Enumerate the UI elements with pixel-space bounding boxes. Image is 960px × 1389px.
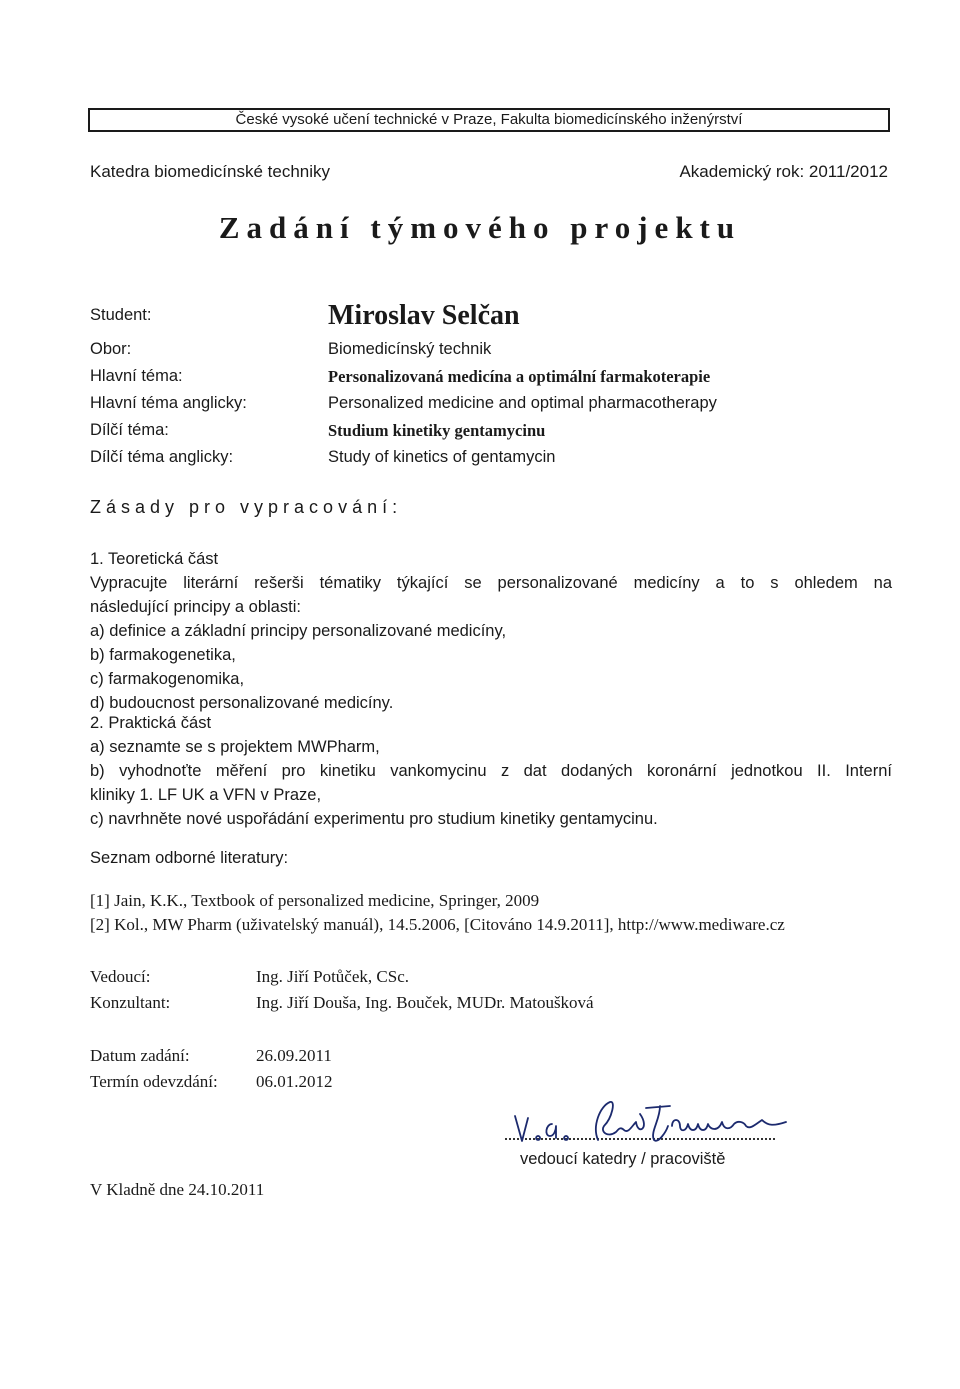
guideline-line: kliniky 1. LF UK a VFN v Praze,: [90, 786, 322, 804]
main-topic-en-value: Personalized medicine and optimal pharmacotherapy: [328, 394, 717, 412]
guideline-line: Vypracujte literární rešerši tématiky týkající se personalizované medicíny a to s ohledem na: [90, 574, 892, 592]
place-and-date: V Kladně dne 24.10.2011: [90, 1180, 265, 1199]
main-topic-value: Personalizovaná medicína a optimální farmakoterapie: [328, 367, 711, 386]
due-date-label: Termín odevzdání:: [90, 1072, 218, 1091]
sub-topic-en-label: Dílčí téma anglicky:: [90, 448, 234, 466]
supervisor-value: Ing. Jiří Potůček, CSc.: [256, 967, 409, 986]
guideline-line: c) navrhněte nové uspořádání experimentu pro studium kinetiky gentamycinu.: [90, 810, 658, 828]
guideline-line: b) farmakogenetika,: [90, 646, 236, 664]
guideline-line: a) seznamte se s projektem MWPharm,: [90, 738, 380, 756]
guideline-line: a) definice a základní principy personalizované medicíny,: [90, 622, 507, 640]
main-topic-label: Hlavní téma:: [90, 367, 183, 385]
guideline-line: následující principy a oblasti:: [90, 598, 301, 616]
assigned-date-value: 26.09.2011: [256, 1046, 332, 1065]
academic-year: Akademický rok: 2011/2012: [679, 162, 888, 181]
faculty-header: České vysoké učení technické v Praze, Fakulta biomedicínského inženýrství: [88, 108, 890, 132]
consultant-label: Konzultant:: [90, 993, 171, 1012]
guideline-line: 2. Praktická část: [90, 714, 212, 732]
guideline-line: d) budoucnost personalizované medicíny.: [90, 694, 394, 712]
sub-topic-value: Studium kinetiky gentamycinu: [328, 421, 546, 440]
literature-item: [2] Kol., MW Pharm (uživatelský manuál), 14.5.2006, [Citováno 14.9.2011], http://www.mediware.cz: [90, 915, 785, 934]
sub-topic-en-value: Study of kinetics of gentamycin: [328, 448, 556, 466]
guideline-line: c) farmakogenomika,: [90, 670, 245, 688]
field-value: Biomedicínský technik: [328, 340, 492, 358]
assigned-date-label: Datum zadání:: [90, 1046, 190, 1065]
page-title: Zadání týmového projektu: [218, 210, 742, 245]
field-label: Obor:: [90, 340, 132, 358]
due-date-value: 06.01.2012: [256, 1072, 333, 1091]
student-name: Miroslav Selčan: [328, 300, 520, 331]
sub-topic-label: Dílčí téma:: [90, 421, 169, 439]
consultant-value: Ing. Jiří Douša, Ing. Bouček, MUDr. Matoušková: [256, 993, 594, 1012]
literature-item: [1] Jain, K.K., Textbook of personalized medicine, Springer, 2009: [90, 891, 540, 910]
main-topic-en-label: Hlavní téma anglicky:: [90, 394, 247, 412]
guideline-line: b) vyhodnoťte měření pro kinetiku vankomycinu z dat dodaných koronární jednotkou II. Interní: [90, 762, 892, 780]
literature-heading: Seznam odborné literatury:: [90, 849, 289, 867]
student-label: Student:: [90, 306, 152, 324]
signature-caption: vedoucí katedry / pracoviště: [520, 1150, 726, 1168]
department-name: Katedra biomedicínské techniky: [90, 162, 331, 181]
guideline-line: 1. Teoretická část: [90, 550, 219, 568]
guidelines-heading: Zásady pro vypracování:: [90, 497, 403, 517]
supervisor-label: Vedoucí:: [90, 967, 151, 986]
